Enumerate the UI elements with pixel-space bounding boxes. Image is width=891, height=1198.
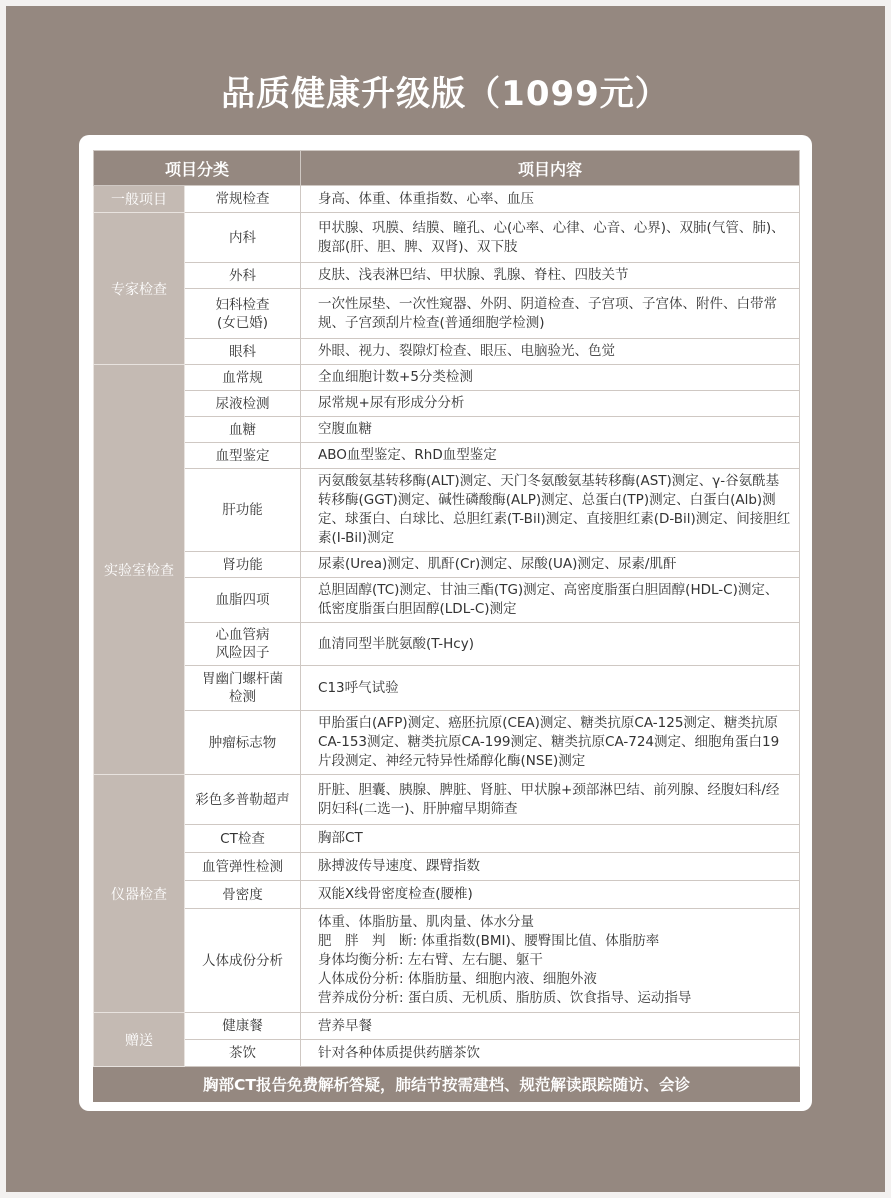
table-row <box>94 186 800 213</box>
table-row <box>94 391 800 417</box>
row-content: 丙氨酸氨基转移酶(ALT)测定、天门冬氨酸氨基转移酶(AST)测定、γ-谷氨酰基转移酶(GGT)测定、碱性磷酸酶(ALP)测定、总蛋白(TP)测定、白蛋白(Alb)测定、球蛋白、白球比、总胆红素(T-Bil)测定、直接胆红素(D-Bil)测定、间接胆红素(I-Bil)测定 <box>301 469 800 552</box>
row-item: 肝功能 <box>185 469 301 552</box>
table-row <box>94 1013 800 1040</box>
row-content: 针对各种体质提供药膳茶饮 <box>301 1040 800 1067</box>
table-row <box>94 853 800 881</box>
table-row <box>94 909 800 1013</box>
table-row <box>94 339 800 365</box>
row-content: C13呼气试验 <box>301 666 800 711</box>
table-row <box>94 666 800 711</box>
row-item: 茶饮 <box>185 1040 301 1067</box>
table-row <box>94 825 800 853</box>
row-item: 妇科检查 (女已婚) <box>185 289 301 339</box>
row-content: 体重、体脂肪量、肌肉量、体水分量 肥 胖 判 断: 体重指数(BMI)、腰臀围比值、体脂肪率 身体均衡分析: 左右臂、左右腿、躯干 人体成份分析: 体脂肪量、细胞内液、细胞外液 营养成份分析: 蛋白质、无机质、脂肪质、饮食指导、运动指导 <box>301 909 800 1013</box>
page-title: 品质健康升级版（1099元） <box>221 74 670 114</box>
table-row <box>94 289 800 339</box>
table-row <box>94 469 800 552</box>
table-row <box>94 417 800 443</box>
row-content: 身高、体重、体重指数、心率、血压 <box>301 186 800 213</box>
row-item: 彩色多普勒超声 <box>185 775 301 825</box>
row-item: 血常规 <box>185 365 301 391</box>
table-row <box>94 443 800 469</box>
row-content: 一次性尿垫、一次性窥器、外阴、阴道检查、子宫项、子宫体、附件、白带常规、子宫颈刮片检查(普通细胞学检测) <box>301 289 800 339</box>
group-expert: 专家检查 <box>94 213 185 365</box>
row-item: 肾功能 <box>185 552 301 578</box>
header-content: 项目内容 <box>301 151 800 186</box>
row-item: 外科 <box>185 263 301 289</box>
row-item: 血脂四项 <box>185 578 301 623</box>
row-content: 肝脏、胆囊、胰腺、脾脏、肾脏、甲状腺+颈部淋巴结、前列腺、经腹妇科/经阴妇科(二选一)、肝肿瘤早期筛查 <box>301 775 800 825</box>
table-row <box>94 775 800 825</box>
row-item: 人体成份分析 <box>185 909 301 1013</box>
row-item: 血管弹性检测 <box>185 853 301 881</box>
row-content: ABO血型鉴定、RhD血型鉴定 <box>301 443 800 469</box>
row-content: 皮肤、浅表淋巴结、甲状腺、乳腺、脊柱、四肢关节 <box>301 263 800 289</box>
group-general: 一般项目 <box>94 186 185 213</box>
row-content: 外眼、视力、裂隙灯检查、眼压、电脑验光、色觉 <box>301 339 800 365</box>
table-row <box>94 623 800 666</box>
row-content: 总胆固醇(TC)测定、甘油三酯(TG)测定、高密度脂蛋白胆固醇(HDL-C)测定、低密度脂蛋白胆固醇(LDL-C)测定 <box>301 578 800 623</box>
table-row <box>94 365 800 391</box>
row-content: 全血细胞计数+5分类检测 <box>301 365 800 391</box>
table-row <box>94 1040 800 1067</box>
footer-row <box>94 1067 800 1102</box>
table-header-row <box>94 151 800 186</box>
row-content: 尿常规+尿有形成分分析 <box>301 391 800 417</box>
row-content: 血清同型半胱氨酸(T-Hcy) <box>301 623 800 666</box>
row-content: 双能X线骨密度检查(腰椎) <box>301 881 800 909</box>
row-item: 健康餐 <box>185 1013 301 1040</box>
row-item: 心血管病 风险因子 <box>185 623 301 666</box>
row-item: 血型鉴定 <box>185 443 301 469</box>
row-content: 脉搏波传导速度、踝臂指数 <box>301 853 800 881</box>
header-category: 项目分类 <box>94 151 301 186</box>
row-content: 甲状腺、巩膜、结膜、瞳孔、心(心率、心律、心音、心界)、双肺(气管、肺)、腹部(肝、胆、脾、双肾)、双下肢 <box>301 213 800 263</box>
row-content: 甲胎蛋白(AFP)测定、癌胚抗原(CEA)测定、糖类抗原CA-125测定、糖类抗原CA-153测定、糖类抗原CA-199测定、糖类抗原CA-724测定、细胞角蛋白19片段测定、神经元特异性烯醇化酶(NSE)测定 <box>301 711 800 775</box>
row-item: 胃幽门螺杆菌 检测 <box>185 666 301 711</box>
row-item: 血糖 <box>185 417 301 443</box>
table-row <box>94 578 800 623</box>
table-row <box>94 552 800 578</box>
table-row <box>94 711 800 775</box>
row-item: CT检查 <box>185 825 301 853</box>
row-item: 常规检查 <box>185 186 301 213</box>
row-item: 尿液检测 <box>185 391 301 417</box>
row-item: 肿瘤标志物 <box>185 711 301 775</box>
row-content: 胸部CT <box>301 825 800 853</box>
row-content: 尿素(Urea)测定、肌酐(Cr)测定、尿酸(UA)测定、尿素/肌酐 <box>301 552 800 578</box>
group-gift: 赠送 <box>94 1013 185 1067</box>
footer-note: 胸部CT报告免费解析答疑，肺结节按需建档、规范解读跟踪随访、会诊 <box>94 1067 800 1102</box>
row-item: 内科 <box>185 213 301 263</box>
group-instrument: 仪器检查 <box>94 775 185 1013</box>
table-row <box>94 263 800 289</box>
exam-items-table <box>93 150 800 1102</box>
row-item: 骨密度 <box>185 881 301 909</box>
group-lab: 实验室检查 <box>94 365 185 775</box>
table-row <box>94 881 800 909</box>
table-row <box>94 213 800 263</box>
row-content: 营养早餐 <box>301 1013 800 1040</box>
row-content: 空腹血糖 <box>301 417 800 443</box>
row-item: 眼科 <box>185 339 301 365</box>
